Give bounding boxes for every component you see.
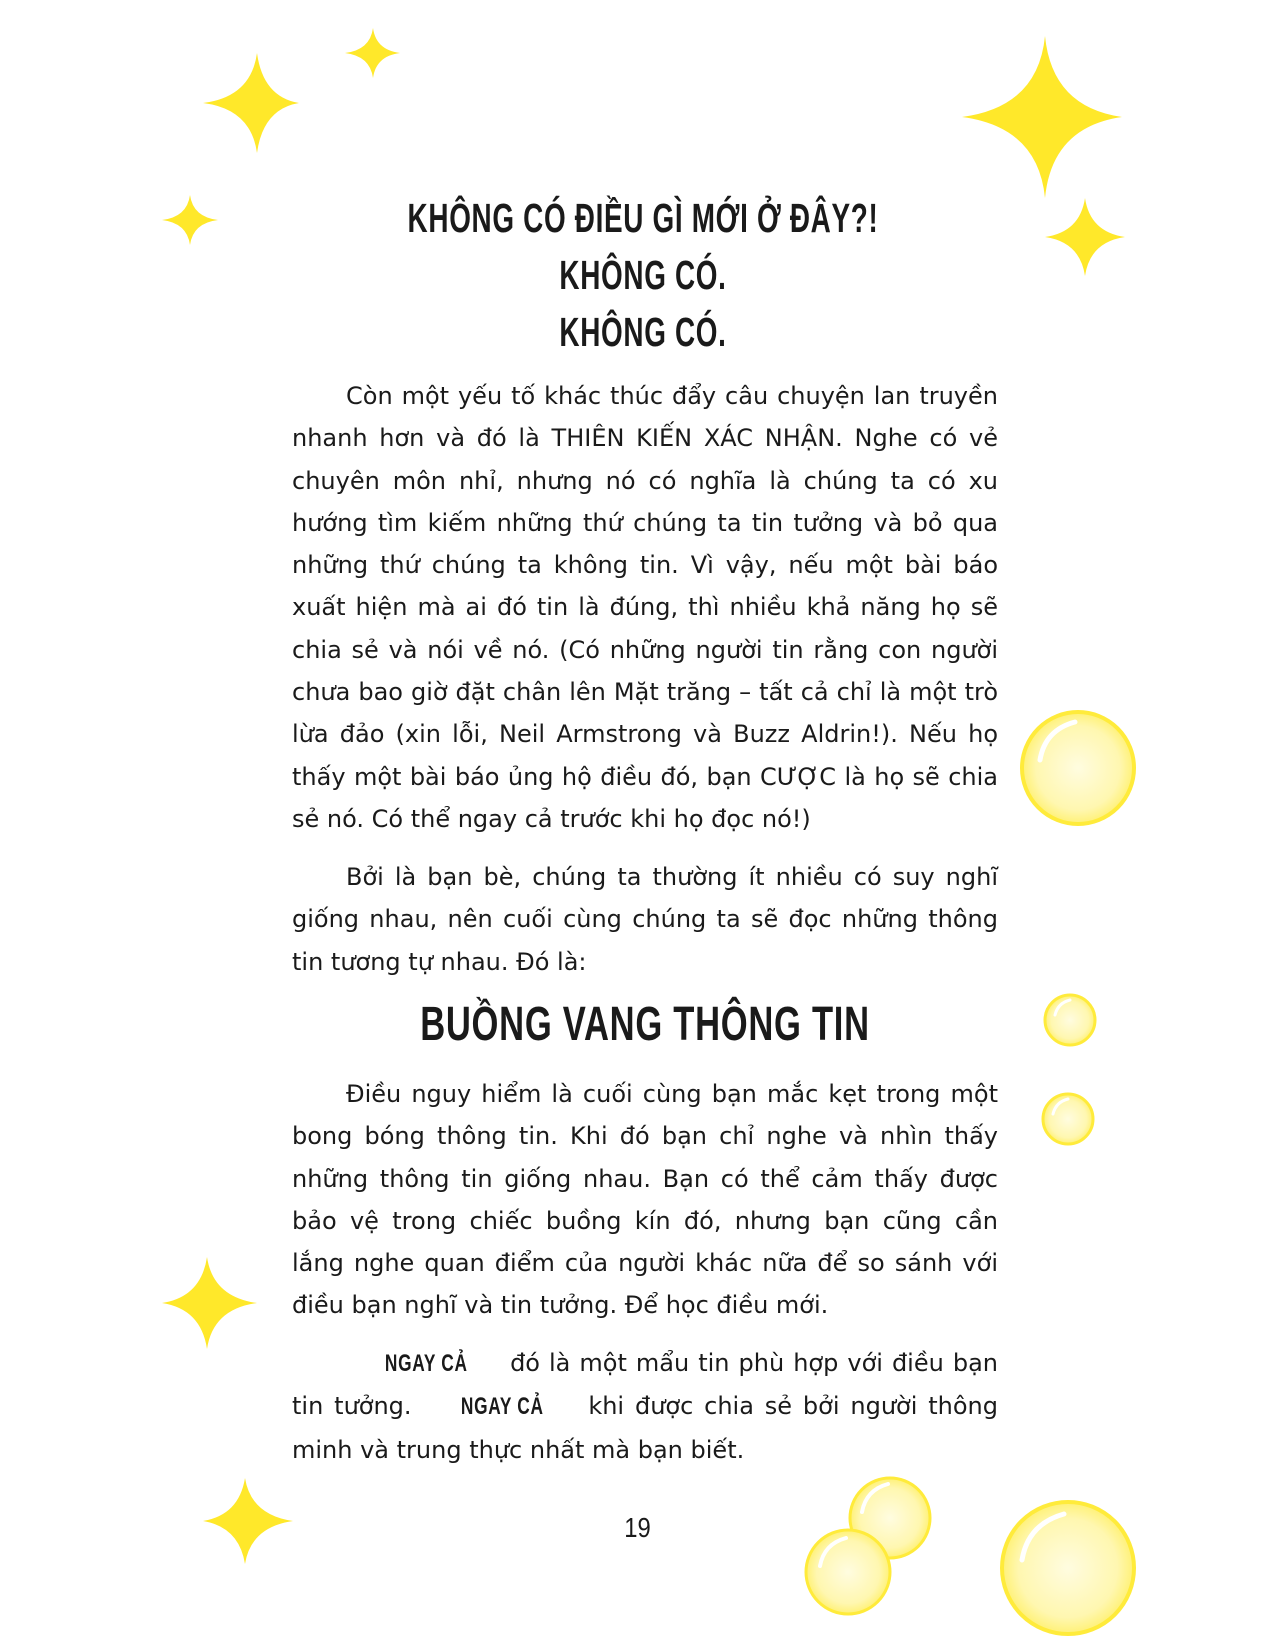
- paragraph-even-if: [292, 1342, 998, 1471]
- paragraph-confirmation-bias: Còn một yếu tố khác thúc đẩy câu chuyện lan truyền nhanh hơn và đó là THIÊN KIẾN XÁC NHẬN. Nghe có vẻ chuyên môn nhỉ, nhưng nó có nghĩa là chúng ta có xu hướng tìm kiếm những thứ chúng ta tin tưởng và bỏ qua những thứ chúng ta không tin. Vì vậy, nếu một bài báo xuất hiện mà ai đó tin là đúng, thì nhiều khả năng họ sẽ chia sẻ và nói về nó. (Có những người tin rằng con người chưa bao giờ đặt chân lên Mặt trăng – tất cả chỉ là một trò lừa đảo (xin lỗi, Neil Armstrong và Buzz Aldrin!). Nếu họ thấy một bài báo ủng hộ điều đó, bạn CƯỢC là họ sẽ chia sẻ nó. Có thể ngay cả trước khi họ đọc nó!): [292, 382, 998, 833]
- emphasis-text: NGAY CẢ: [461, 1393, 545, 1421]
- sparkle-icon: [345, 28, 400, 78]
- sparkle-icon: [162, 1257, 257, 1349]
- paragraph-text: đó là một mẩu tin phù hợp với điều bạn tin tưởng.: [292, 1349, 998, 1421]
- sparkle-icon: [162, 195, 218, 245]
- bubble-icon: [1002, 1502, 1134, 1634]
- sparkle-icon: [203, 53, 299, 153]
- page-number: 19: [624, 1512, 651, 1543]
- bubble-icon: [850, 1478, 930, 1558]
- bubble-icon: [1022, 712, 1134, 824]
- page-heading: [403, 190, 883, 361]
- paragraph-friends: Bởi là bạn bè, chúng ta thường ít nhiều có suy nghĩ giống nhau, nên cuối cùng chúng ta sẽ đọc những thông tin tương tự nhau. Đó là:: [292, 863, 998, 976]
- emphasis-text: NGAY CẢ: [384, 1350, 468, 1377]
- bubble-icon: [1045, 995, 1095, 1045]
- sparkle-icon: [962, 36, 1122, 198]
- sparkle-icon: [203, 1478, 293, 1564]
- bubble-icon: [1043, 1094, 1093, 1144]
- paragraph-echo-chamber: Điều nguy hiểm là cuối cùng bạn mắc kẹt trong một bong bóng thông tin. Khi đó bạn chỉ nghe và nhìn thấy những thông tin giống nhau. Bạn có thể cảm thấy được bảo vệ trong chiếc buồng kín đó, nhưng bạn cũng cần lắng nghe quan điểm của người khác nữa để so sánh với điều bạn nghĩ và tin tưởng. Để học điều mới.: [292, 1080, 998, 1320]
- sparkle-icon: [1045, 198, 1125, 276]
- bubble-icon: [806, 1530, 890, 1614]
- heading-line-3: KHÔNG CÓ.: [559, 309, 727, 355]
- heading-line-1: KHÔNG CÓ ĐIỀU GÌ MỚI Ở ĐÂY?!: [407, 195, 879, 241]
- heading-line-2: KHÔNG CÓ.: [559, 252, 727, 298]
- section-title: BUỒNG VANG THÔNG TIN: [420, 998, 870, 1051]
- paragraph-text: khi được chia sẻ bởi người thông minh và trung thực nhất mà bạn biết.: [292, 1392, 998, 1464]
